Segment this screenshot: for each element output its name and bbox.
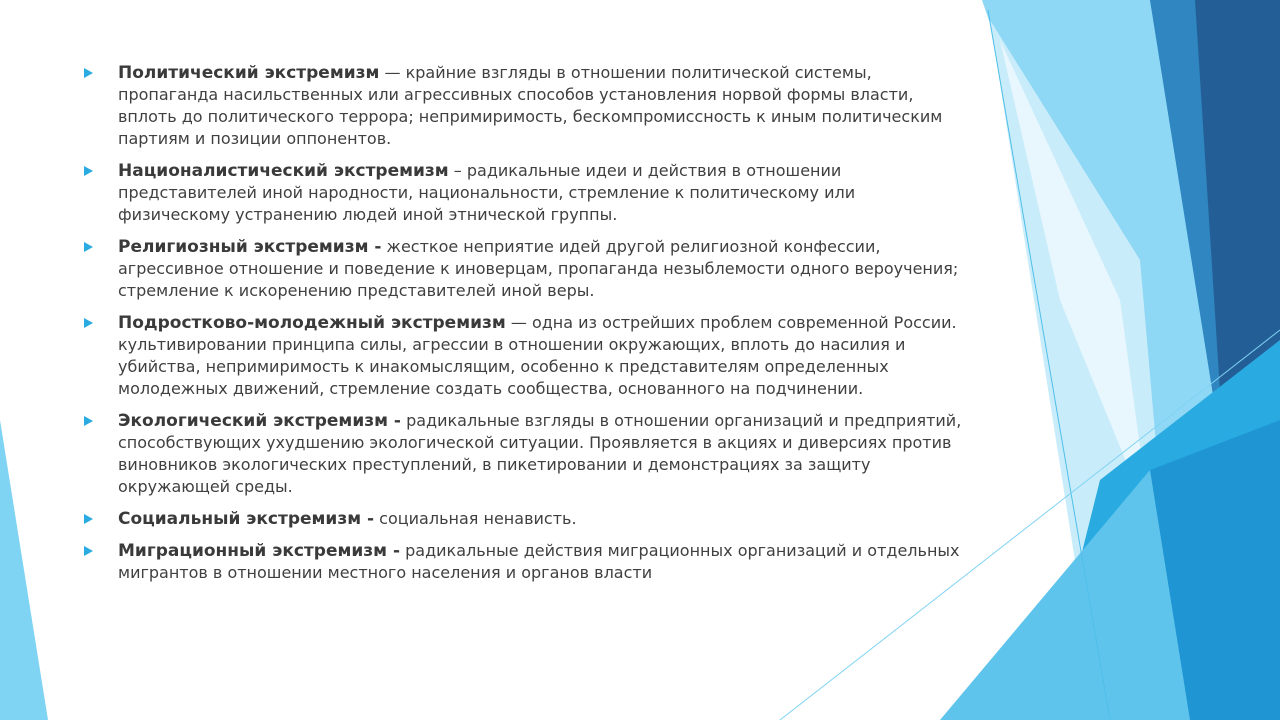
- list-item-social: [80, 508, 965, 530]
- left-sliver-shape: [0, 420, 48, 720]
- item-term: Экологический экстремизм -: [118, 411, 401, 431]
- list-item-nationalist: [80, 160, 965, 226]
- list-item-youth: [80, 312, 965, 400]
- item-term: Политический экстремизм: [118, 63, 380, 83]
- item-term: Миграционный экстремизм -: [118, 541, 401, 561]
- item-text: радикальные взгляды в отношении организаций и предприятий, способствующих ухудшению экологической ситуации. Проявляется в акциях и диверсиях против виновников экологических преступлений, в пикетировании и демонстрациях за защиту окружающей среды.: [118, 411, 962, 496]
- triangle-right-icon: [84, 416, 93, 426]
- triangle-right-icon: [84, 242, 93, 252]
- item-text: – радикальные идеи и действия в отношении представителей иной народности, национальности, стремление к политическому или физическому устранению людей иной этнической группы.: [118, 161, 856, 224]
- triangle-right-icon: [84, 318, 93, 328]
- item-text: жесткое неприятие идей другой религиозной конфессии, агрессивное отношение и поведение к иноверцам, пропаганда незыблемости одного вероучения; стремление к искоренению представителей иной веры.: [118, 237, 959, 300]
- item-text: социальная ненависть.: [374, 509, 577, 528]
- item-text: радикальные действия миграционных организаций и отдельных мигрантов в отношении местного населения и органов власти: [118, 541, 960, 582]
- item-text: — крайние взгляды в отношении политической системы, пропаганда насильственных или агрессивных способов установления норвой формы власти, вплоть до политического террора; непримиримость, бескомпромиссность к иным политическим партиям и позиции оппонентов.: [118, 63, 943, 148]
- triangle-right-icon: [84, 546, 93, 556]
- slide-content: [80, 62, 965, 594]
- item-term: Националистический экстремизм: [118, 161, 449, 181]
- item-text: — одна из острейших проблем современной России. культивировании принципа силы, агрессии в отношении окружающих, вплоть до насилия и убийства, непримиримость к инакомыслящим, особенно к представителям определенных молодежных движений, стремление создать сообщества, основанного на подчинении.: [118, 313, 957, 398]
- triangle-right-icon: [84, 166, 93, 176]
- list-item-political: [80, 62, 965, 150]
- triangle-right-icon: [84, 514, 93, 524]
- triangle-right-icon: [84, 68, 93, 78]
- list-item-religious: [80, 236, 965, 302]
- list-item-migration: [80, 540, 965, 584]
- item-term: Социальный экстремизм -: [118, 509, 375, 529]
- item-term: Религиозный экстремизм -: [118, 237, 382, 257]
- list-item-ecological: [80, 410, 965, 498]
- item-term: Подростково-молодежный экстремизм: [118, 313, 506, 333]
